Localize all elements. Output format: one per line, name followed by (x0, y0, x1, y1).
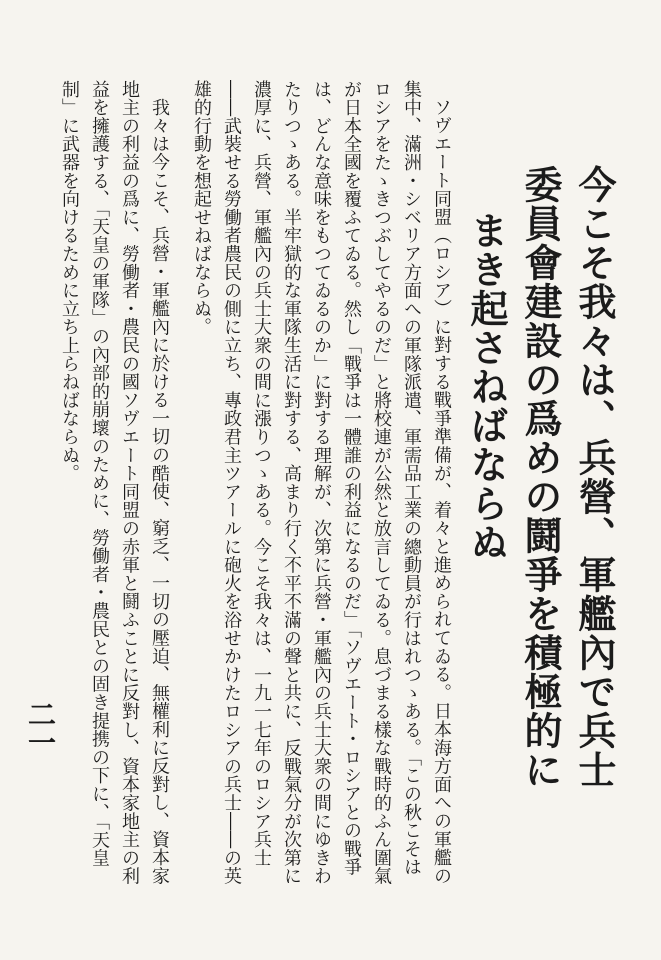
title-line: まき起さねばならぬ (464, 211, 509, 562)
body-line: 地主の利益の爲に、勞働者・農民の國ソヴエート同盟の赤軍と鬪ふことに反對し、資本家地主の利 (119, 80, 140, 886)
body-line: ロシアをたゝきつぶしてやるのだ」と將校連が公然と放言してゐる。息づまる樣な戰時的ふん圍氣 (371, 80, 392, 886)
article-title (464, 165, 617, 789)
body-line: ――武裝せる勞働者農民の側に立ち、專政君主ツアールに砲火を浴せかけたロシアの兵士――の英 (221, 80, 242, 886)
title-line: 委員會建設の爲めの鬪爭を積極的に (518, 165, 563, 789)
body-line: たりつゝある。半牢獄的な軍隊生活に對する、高まり行く不平不滿の聲と共に、反戰氣分が次第に (281, 80, 302, 886)
article-body (46, 80, 456, 940)
paragraph-gap (174, 80, 186, 940)
body-line: 雄的行動を想起せねばならぬ。 (191, 80, 212, 337)
title-line: 今こそ我々は、兵營、軍艦內で兵士 (572, 165, 617, 789)
body-line: ソヴエート同盟（ロシア）に對する戰爭準備が、着々と進められてゐる。日本海方面への軍艦の (431, 98, 452, 885)
body-line: が日本全國を覆ふてゐる。然し「戰爭は一體誰の利益になるのだ」「ソヴエート・ロシアとの戰爭 (341, 80, 362, 877)
body-line: 我々は今こそ、兵營・軍艦內に於ける一切の酷使、窮乏、一切の壓迫、無權利に反對し、資本家 (149, 98, 170, 885)
body-line: 益を擁護する、「天皇の軍隊」の內部的崩壞のために、勞働者・農民との固き提携の下に、「天皇 (89, 80, 110, 868)
body-line: 濃厚に、兵營、軍艦內の兵士大衆の間に漲りつゝある。今こそ我々は、一九一七年のロシア兵士 (251, 80, 272, 867)
body-line: 集中、滿洲・シベリア方面への軍隊派遣、軍需品工業の總動員が行はれつゝある。「この秋こそは (401, 80, 422, 877)
body-line: は、どんな意味をもつてゐるのか」に對する理解が、次第に兵營・軍艦內の兵士大衆の間にゆきわ (311, 80, 332, 886)
page-number: 二一 (24, 700, 57, 756)
body-line: 制」に武器を向けるために立ち上らねばならぬ。 (59, 80, 80, 483)
